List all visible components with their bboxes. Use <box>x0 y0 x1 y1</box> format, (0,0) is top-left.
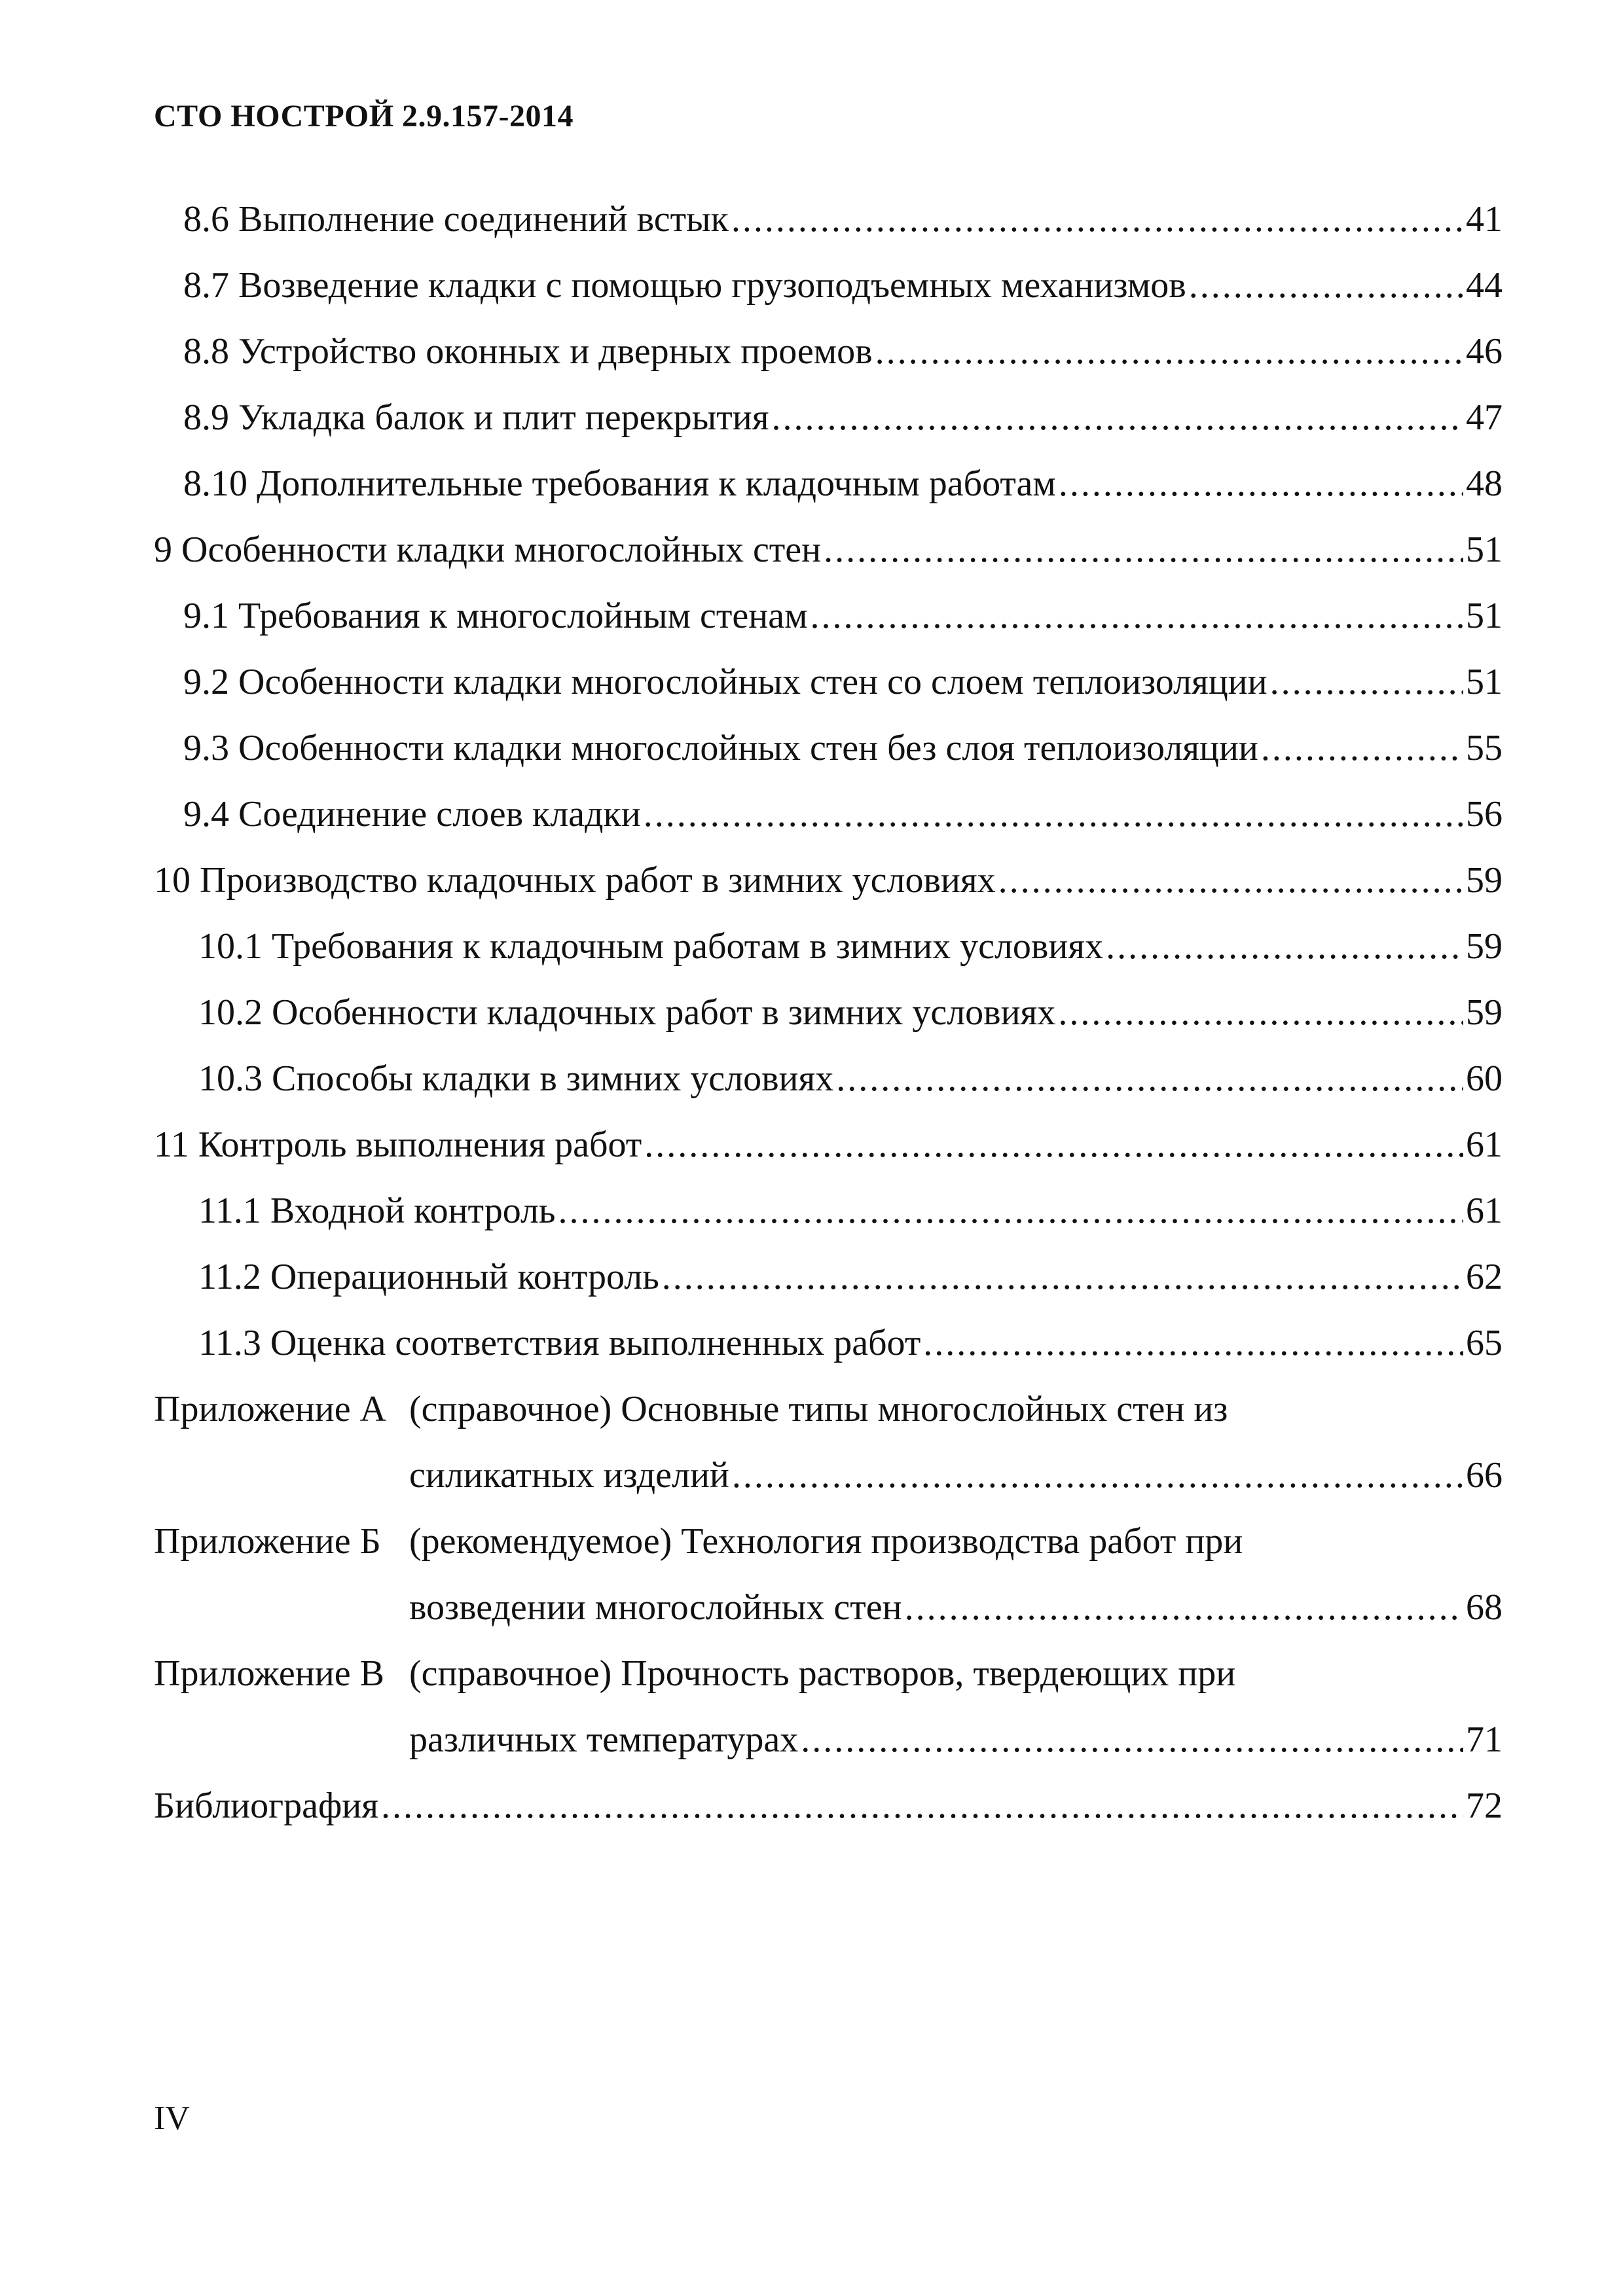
toc-entry-title: 9.1 Требования к многослойным стенам <box>183 596 808 636</box>
toc-entry-page: 51 <box>1466 529 1503 570</box>
toc-section[interactable] <box>154 848 1503 914</box>
toc-leader-dots <box>731 187 1463 253</box>
toc-entry-page: 61 <box>1466 1124 1503 1165</box>
toc-entry[interactable] <box>154 583 1503 649</box>
appendix-title-line1: (рекомендуемое) Технология производства работ при <box>409 1521 1243 1562</box>
toc-appendix[interactable] <box>154 1641 1503 1773</box>
toc-leader-dots <box>644 781 1463 848</box>
toc-entry-title: 8.8 Устройство оконных и дверных проемов <box>183 331 873 372</box>
toc-entry-page: 72 <box>1466 1785 1503 1826</box>
toc-entry[interactable] <box>154 451 1503 517</box>
toc-entry-page: 41 <box>1466 199 1503 240</box>
toc-entry[interactable] <box>154 649 1503 715</box>
toc-entry[interactable] <box>154 1310 1503 1376</box>
toc-entry-title: 9.2 Особенности кладки многослойных стен со слоем теплоизоляции <box>183 662 1267 702</box>
toc-appendix[interactable] <box>154 1376 1503 1509</box>
toc-entry-title: 8.9 Укладка балок и плит перекрытия <box>183 397 769 438</box>
toc-entry[interactable] <box>154 980 1503 1046</box>
toc-leader-dots <box>1059 451 1463 517</box>
appendix-label: Приложение В <box>154 1653 384 1694</box>
toc-leader-dots <box>1189 253 1463 319</box>
toc-entry[interactable] <box>154 715 1503 781</box>
appendix-title-line2: силикатных изделий <box>409 1455 729 1496</box>
toc-entry-page: 56 <box>1466 794 1503 834</box>
toc-entry-page: 62 <box>1466 1257 1503 1297</box>
toc-appendix[interactable] <box>154 1509 1503 1641</box>
toc-entry-title: 11.3 Оценка соответствия выполненных работ <box>198 1323 921 1363</box>
toc-entry-title: 9.3 Особенности кладки многослойных стен без слоя теплоизоляции <box>183 728 1258 768</box>
toc-entry[interactable] <box>154 187 1503 253</box>
toc-entry-page: 46 <box>1466 331 1503 372</box>
toc-entry[interactable] <box>154 1244 1503 1310</box>
toc-section[interactable] <box>154 1112 1503 1178</box>
toc-entry-page: 51 <box>1466 596 1503 636</box>
appendix-title-line1: (справочное) Основные типы многослойных стен из <box>409 1389 1228 1429</box>
toc-entry[interactable] <box>154 1178 1503 1244</box>
toc-entry[interactable] <box>154 319 1503 385</box>
toc-entry-page: 68 <box>1466 1587 1503 1628</box>
toc-entry-title: 11 Контроль выполнения работ <box>154 1124 642 1165</box>
appendix-title-line1: (справочное) Прочность растворов, твердеющих при <box>409 1653 1236 1694</box>
appendix-label: Приложение А <box>154 1389 387 1429</box>
toc-entry-page: 71 <box>1466 1719 1503 1760</box>
toc-leader-dots <box>824 517 1463 583</box>
appendix-title-line2: возведении многослойных стен <box>409 1587 902 1628</box>
toc-entry-title: Библиография <box>154 1785 378 1826</box>
toc-entry-title: 10.3 Способы кладки в зимних условиях <box>198 1058 834 1099</box>
toc-leader-dots <box>1270 649 1463 715</box>
toc-leader-dots <box>662 1244 1463 1310</box>
toc-leader-dots <box>558 1178 1463 1244</box>
page-number: IV <box>154 2100 190 2137</box>
toc-leader-dots <box>732 1443 1463 1509</box>
toc-leader-dots <box>381 1773 1463 1839</box>
toc-leader-dots <box>811 583 1463 649</box>
toc-entry-title: 8.7 Возведение кладки с помощью грузоподъемных механизмов <box>183 265 1186 306</box>
toc-entry[interactable] <box>154 781 1503 848</box>
toc-bibliography[interactable] <box>154 1773 1503 1839</box>
toc-entry-title: 8.10 Дополнительные требования к кладочным работам <box>183 463 1056 504</box>
toc-entry-page: 61 <box>1466 1191 1503 1231</box>
appendix-label: Приложение Б <box>154 1521 381 1562</box>
toc-entry-page: 47 <box>1466 397 1503 438</box>
toc-entry-title: 10.1 Требования к кладочным работам в зимних условиях <box>198 926 1104 967</box>
toc-leader-dots <box>644 1112 1463 1178</box>
toc-entry-title: 10.2 Особенности кладочных работ в зимних условиях <box>198 992 1056 1033</box>
toc-leader-dots <box>1261 715 1463 781</box>
toc-leader-dots <box>771 385 1463 451</box>
table-of-contents <box>154 187 1503 1839</box>
toc-entry-title: 10 Производство кладочных работ в зимних условиях <box>154 860 996 901</box>
toc-entry-title: 11.2 Операционный контроль <box>198 1257 659 1297</box>
toc-entry[interactable] <box>154 1046 1503 1112</box>
toc-entry-page: 59 <box>1466 860 1503 901</box>
toc-entry-page: 51 <box>1466 662 1503 702</box>
toc-entry-page: 60 <box>1466 1058 1503 1099</box>
toc-leader-dots <box>923 1310 1463 1376</box>
appendix-title-line2: различных температурах <box>409 1719 799 1760</box>
page-header: СТО НОСТРОЙ 2.9.157-2014 <box>154 99 574 134</box>
toc-entry-page: 59 <box>1466 926 1503 967</box>
toc-entry-page: 65 <box>1466 1323 1503 1363</box>
toc-entry-page: 44 <box>1466 265 1503 306</box>
toc-leader-dots <box>905 1575 1463 1641</box>
toc-entry-page: 48 <box>1466 463 1503 504</box>
toc-section[interactable] <box>154 517 1503 583</box>
toc-leader-dots <box>875 319 1463 385</box>
toc-entry-title: 9 Особенности кладки многослойных стен <box>154 529 822 570</box>
toc-leader-dots <box>998 848 1463 914</box>
toc-leader-dots <box>836 1046 1463 1112</box>
toc-entry-title: 8.6 Выполнение соединений встык <box>183 199 729 240</box>
toc-entry-page: 59 <box>1466 992 1503 1033</box>
toc-entry-page: 55 <box>1466 728 1503 768</box>
toc-entry[interactable] <box>154 385 1503 451</box>
toc-leader-dots <box>1106 914 1463 980</box>
toc-entry[interactable] <box>154 253 1503 319</box>
toc-entry[interactable] <box>154 914 1503 980</box>
toc-leader-dots <box>801 1707 1463 1773</box>
toc-entry-page: 66 <box>1466 1455 1503 1496</box>
toc-entry-title: 9.4 Соединение слоев кладки <box>183 794 641 834</box>
toc-leader-dots <box>1058 980 1463 1046</box>
toc-entry-title: 11.1 Входной контроль <box>198 1191 556 1231</box>
